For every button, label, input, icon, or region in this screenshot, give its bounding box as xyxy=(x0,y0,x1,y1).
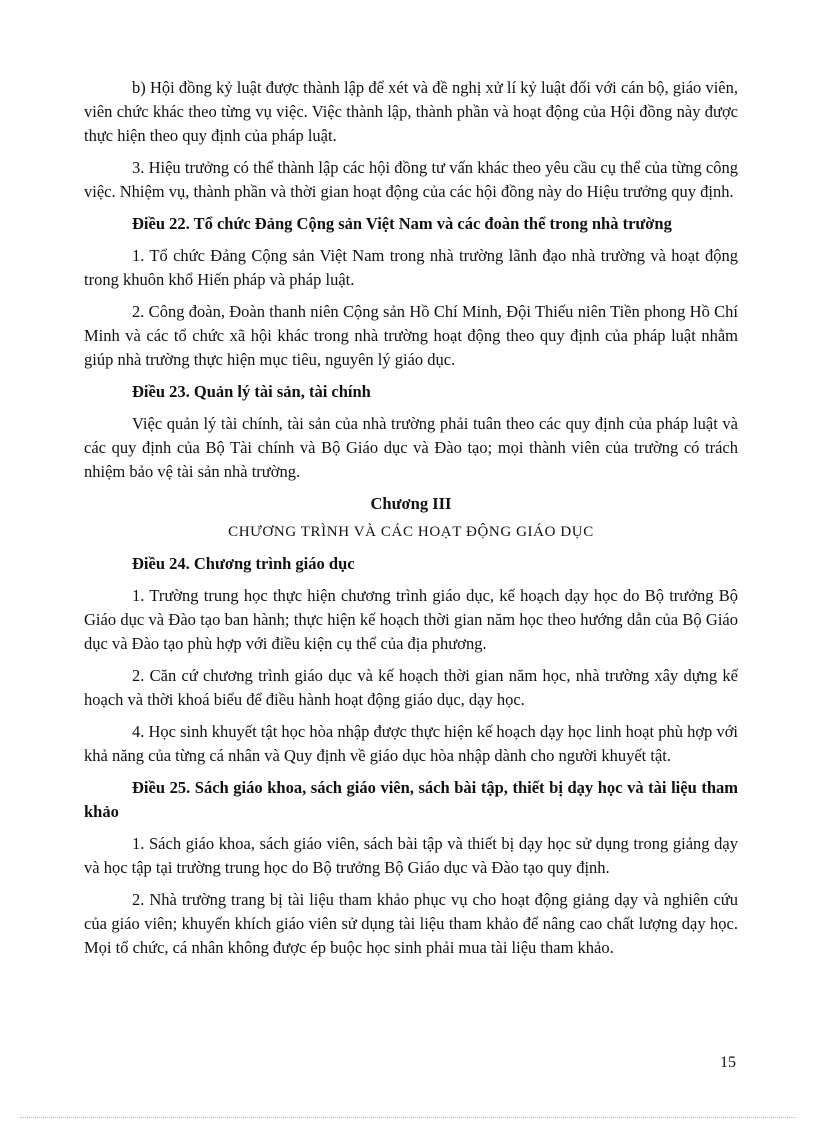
paragraph-textbooks-1: 1. Sách giáo khoa, sách giáo viên, sách bài tập và thiết bị dạy học sử dụng trong giảng dạy và học tập tại trường trung học do Bộ trưởng Bộ Giáo dục và Đào tạo quy định. xyxy=(84,834,738,877)
paragraph-finance-management: Việc quản lý tài chính, tài sản của nhà trường phải tuân theo các quy định của pháp luật và các quy định của Bộ Tài chính và Bộ Giáo dục và Đào tạo; mọi thành viên của trường có trách nhiệm bảo vệ tài sản nhà trường. xyxy=(84,414,738,481)
paragraph-council-discipline: b) Hội đồng kỷ luật được thành lập để xét và đề nghị xử lí kỷ luật đối với cán bộ, giáo viên, viên chức khác theo từng vụ việc. Việc thành lập, thành phần và hoạt động của Hội đồng này được thực hiện theo quy định của pháp luật. xyxy=(84,78,738,145)
paragraph-advisory-councils: 3. Hiệu trưởng có thể thành lập các hội đồng tư vấn khác theo yêu cầu cụ thể của từng công việc. Nhiệm vụ, thành phần và thời gian hoạt động của các hội đồng này do Hiệu trưởng quy định. xyxy=(84,158,738,201)
paragraph-curriculum-1: 1. Trường trung học thực hiện chương trình giáo dục, kế hoạch dạy học do Bộ trưởng Bộ Giáo dục và Đào tạo ban hành; thực hiện kế hoạch thời gian năm học theo hướng dẫn của Bộ Giáo dục và Đào tạo phù hợp với điều kiện cụ thể của địa phương. xyxy=(84,586,738,653)
article-25-heading: Điều 25. Sách giáo khoa, sách giáo viên, sách bài tập, thiết bị dạy học và tài liệu tham khảo xyxy=(84,778,738,821)
document-body xyxy=(84,76,738,968)
paragraph-textbooks-2: 2. Nhà trường trang bị tài liệu tham khảo phục vụ cho hoạt động giảng dạy và nghiên cứu của giáo viên; khuyến khích giáo viên sử dụng tài liệu tham khảo để nâng cao chất lượng dạy học. Mọi tổ chức, cá nhân không được ép buộc học sinh phải mua tài liệu tham khảo. xyxy=(84,890,738,957)
article-22-heading: Điều 22. Tổ chức Đảng Cộng sản Việt Nam và các đoàn thể trong nhà trường xyxy=(132,214,672,233)
paragraph-curriculum-2: 2. Căn cứ chương trình giáo dục và kế hoạch thời gian năm học, nhà trường xây dựng kế hoạch và thời khoá biểu để điều hành hoạt động giáo dục, dạy học. xyxy=(84,666,738,709)
paragraph-curriculum-4: 4. Học sinh khuyết tật học hòa nhập được thực hiện kế hoạch dạy học linh hoạt phù hợp với khả năng của từng cá nhân và Quy định về giáo dục hòa nhập dành cho người khuyết tật. xyxy=(84,722,738,765)
paragraph-party-organization: 1. Tổ chức Đảng Cộng sản Việt Nam trong nhà trường lãnh đạo nhà trường và hoạt động trong khuôn khổ Hiến pháp và pháp luật. xyxy=(84,246,738,289)
article-23-heading: Điều 23. Quản lý tài sản, tài chính xyxy=(132,382,371,401)
paragraph-unions: 2. Công đoàn, Đoàn thanh niên Cộng sản Hồ Chí Minh, Đội Thiếu niên Tiền phong Hồ Chí Minh và các tổ chức xã hội khác trong nhà trường hoạt động theo quy định của pháp luật nhằm giúp nhà trường thực hiện mục tiêu, nguyên lý giáo dục. xyxy=(84,302,738,369)
footer-divider xyxy=(20,1117,796,1118)
chapter-subtitle: CHƯƠNG TRÌNH VÀ CÁC HOẠT ĐỘNG GIÁO DỤC xyxy=(228,524,594,540)
chapter-title: Chương III xyxy=(370,494,452,513)
page-number: 15 xyxy=(720,1054,736,1071)
article-24-heading: Điều 24. Chương trình giáo dục xyxy=(132,554,355,573)
